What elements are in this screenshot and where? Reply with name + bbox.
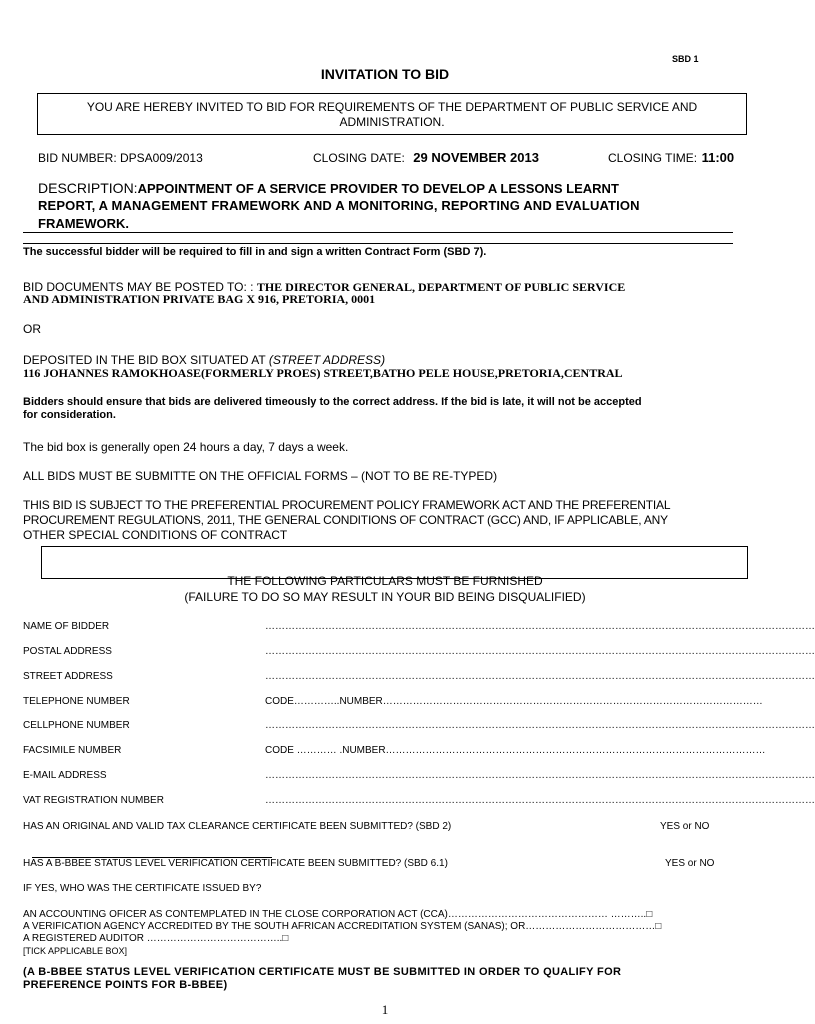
posted-address-1: THE DIRECTOR GENERAL, DEPARTMENT OF PUBLIC SERVICE xyxy=(256,280,626,294)
posted-label: BID DOCUMENTS MAY BE POSTED TO: : xyxy=(23,280,257,294)
strike-line xyxy=(32,857,272,858)
subject-line-2: PROCUREMENT REGULATIONS, 2011, THE GENERAL CONDITIONS OF CONTRACT (GCC) AND, IF APPLICABLE, ANY xyxy=(23,513,668,527)
bidders-note-2: for consideration. xyxy=(23,409,116,421)
closing-date xyxy=(313,149,539,167)
form-code: SBD 1 xyxy=(672,54,699,64)
bidders-note-1: Bidders should ensure that bids are delivered timeously to the correct address. If the bid is late, it will not be accepted xyxy=(23,396,642,408)
description-label: DESCRIPTION: xyxy=(38,180,138,196)
tax-clearance-answer[interactable]: YES or NO xyxy=(660,821,710,832)
closing-time-label: CLOSING TIME: xyxy=(608,151,698,165)
particulars-heading: THE FOLLOWING PARTICULARS MUST BE FURNISHED xyxy=(227,574,543,588)
field-vat-input[interactable]: ………………………………………………………………………………………………………………………………………………… xyxy=(265,795,815,806)
invitation-text: YOU ARE HEREBY INVITED TO BID FOR REQUIREMENTS OF THE DEPARTMENT OF PUBLIC SERVICE AND ADMINISTRATION. xyxy=(86,100,698,129)
bid-box-hours: The bid box is generally open 24 hours a day, 7 days a week. xyxy=(23,440,349,454)
deposit-address: 116 JOHANNES RAMOKHOASE(FORMERLY PROES) STREET,BATHO PELE HOUSE,PRETORIA,CENTRAL xyxy=(23,366,623,380)
field-street-address-input[interactable]: ………………………………………………………………………………………………………………………………………………… xyxy=(265,671,815,682)
closing-time-value: 11:00 xyxy=(701,150,735,165)
field-cellphone-input[interactable]: ………………………………………………………………………………………………………………………………………………… xyxy=(265,720,815,731)
closing-time xyxy=(608,149,734,167)
subject-line-1: THIS BID IS SUBJECT TO THE PREFERENTIAL PROCUREMENT POLICY FRAMEWORK ACT AND THE PREFERENTIAL xyxy=(23,498,671,512)
bbbee-answer[interactable]: YES or NO xyxy=(665,858,715,869)
field-facsimile-input[interactable]: CODE ………… .NUMBER…………………………………………………………………………………………………… xyxy=(265,745,766,756)
field-telephone-input[interactable]: CODE…………..NUMBER…………………………………………………………………………………………………… xyxy=(265,696,763,707)
tax-clearance-question: HAS AN ORIGINAL AND VALID TAX CLEARANCE CERTIFICATE BEEN SUBMITTED? (SBD 2) xyxy=(23,821,452,832)
field-email-label: E-MAIL ADDRESS xyxy=(23,770,107,781)
issued-by-question: IF YES, WHO WAS THE CERTIFICATE ISSUED BY? xyxy=(23,883,262,894)
divider-line xyxy=(23,243,733,244)
contract-note: The successful bidder will be required to fill in and sign a written Contract Form (SBD 7). xyxy=(23,246,487,258)
official-forms-note: ALL BIDS MUST BE SUBMITTE ON THE OFFICIAL FORMS – (NOT TO BE RE-TYPED) xyxy=(23,469,498,483)
field-telephone-label: TELEPHONE NUMBER xyxy=(23,696,130,707)
closing-date-value: 29 NOVEMBER 2013 xyxy=(413,150,539,165)
field-name-of-bidder-label: NAME OF BIDDER xyxy=(23,621,110,632)
field-vat-label: VAT REGISTRATION NUMBER xyxy=(23,795,164,806)
particulars-subheading: (FAILURE TO DO SO MAY RESULT IN YOUR BID BEING DISQUALIFIED) xyxy=(184,590,586,604)
posted-address-2: AND ADMINISTRATION PRIVATE BAG X 916, PRETORIA, 0001 xyxy=(23,292,376,306)
field-email-input[interactable]: ………………………………………………………………………………………………………………………………………………… xyxy=(265,770,815,781)
page-number: 1 xyxy=(381,1002,389,1017)
description-line-1 xyxy=(38,180,619,196)
deposit-street-label: (STREET ADDRESS) xyxy=(268,353,386,367)
invitation-box xyxy=(37,93,747,135)
field-postal-address-label: POSTAL ADDRESS xyxy=(23,646,112,657)
bbbee-requirement-2: PREFERENCE POINTS FOR B-BBEE) xyxy=(23,979,228,991)
field-street-address-label: STREET ADDRESS xyxy=(23,671,113,682)
subject-line-3: OTHER SPECIAL CONDITIONS OF CONTRACT xyxy=(23,528,288,542)
issuer-verification-agency-option[interactable]: A VERIFICATION AGENCY ACCREDITED BY THE SOUTH AFRICAN ACCREDITATION SYSTEM (SANAS); OR…………………………………□ xyxy=(23,921,662,932)
or-text: OR xyxy=(23,322,41,336)
closing-date-label: CLOSING DATE: xyxy=(313,151,405,165)
bbbee-question: HAS A B-BBEE STATUS LEVEL VERIFICATION CERTIFICATE BEEN SUBMITTED? (SBD 6.1) xyxy=(23,858,448,869)
field-cellphone-label: CELLPHONE NUMBER xyxy=(23,720,130,731)
page-title: INVITATION TO BID xyxy=(320,66,450,82)
description-line-2: REPORT, A MANAGEMENT FRAMEWORK AND A MONITORING, REPORTING AND EVALUATION xyxy=(38,198,640,213)
field-postal-address-input[interactable]: ………………………………………………………………………………………………………………………………………………… xyxy=(265,646,815,657)
divider-line xyxy=(23,232,733,233)
description-text-1: APPOINTMENT OF A SERVICE PROVIDER TO DEVELOP A LESSONS LEARNT xyxy=(137,181,619,196)
field-facsimile-label: FACSIMILE NUMBER xyxy=(23,745,122,756)
deposit-label: DEPOSITED IN THE BID BOX SITUATED AT xyxy=(23,353,269,367)
issuer-accounting-officer-option[interactable]: AN ACCOUNTING OFICER AS CONTEMPLATED IN THE CLOSE CORPORATION ACT (CCA)………………………………………… ………..□ xyxy=(23,909,653,920)
description-line-3: FRAMEWORK. xyxy=(38,216,129,231)
issuer-registered-auditor-option[interactable]: A REGISTERED AUDITOR …………………………………..□ xyxy=(23,933,289,944)
tick-box-note: [TICK APPLICABLE BOX] xyxy=(23,946,128,956)
bid-number: BID NUMBER: DPSA009/2013 xyxy=(38,151,203,165)
field-name-of-bidder-input[interactable]: ………………………………………………………………………………………………………………………………………………… xyxy=(265,621,815,632)
bbbee-requirement-1: (A B-BBEE STATUS LEVEL VERIFICATION CERTIFICATE MUST BE SUBMITTED IN ORDER TO QUALIFY FOR xyxy=(23,966,622,978)
